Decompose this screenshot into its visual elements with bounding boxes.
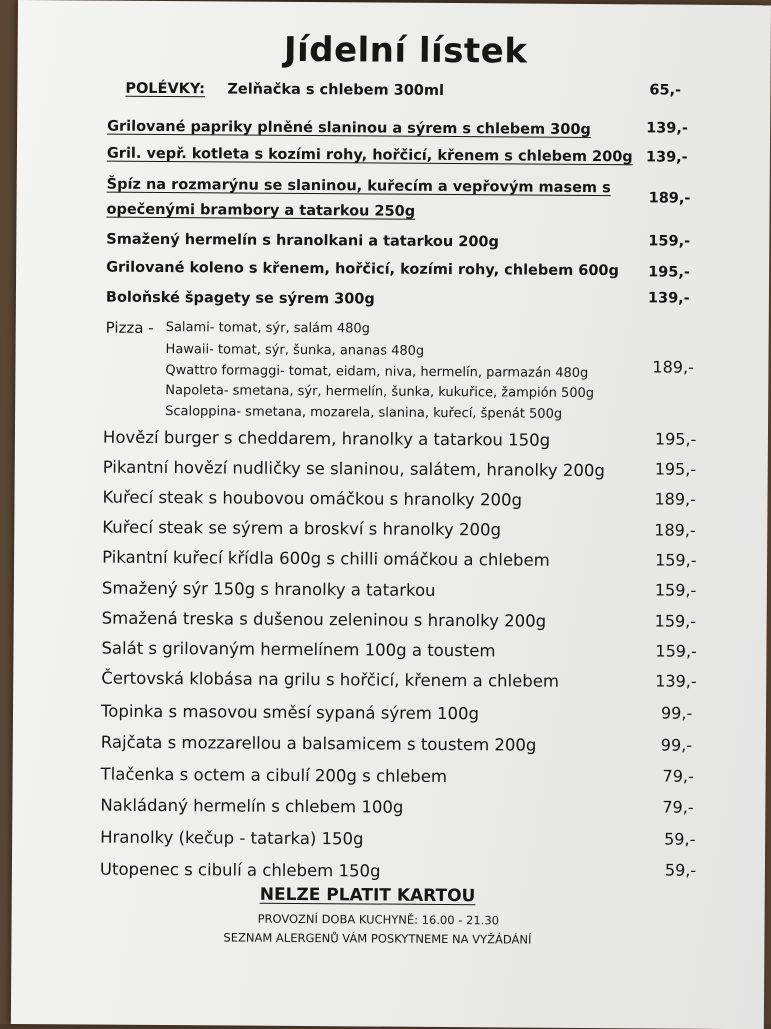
menu-item-price: 189,- [654,489,697,509]
menu-item-name: Kuřecí steak se sýrem a broskví s hranolky 200g [102,517,502,540]
special-item-price: 195,- [648,264,690,281]
special-item-name: Boloňské špagety se sýrem 300g [105,289,375,308]
menu-item-price: 99,- [660,735,693,755]
no-card-notice: NELZE PLATIT KARTOU [259,884,476,907]
menu-item-name: Topinka s masovou směsí sypaná sýrem 100g [100,701,480,724]
menu-item-price: 159,- [655,550,697,570]
pizza-variant: Qwattro formaggi- tomat, eidam, niva, hermelín, parmazán 480g [165,363,589,381]
pizza-variant: Hawaii- tomat, sýr, šunka, ananas 480g [165,342,425,359]
menu-item-name: Čertovská klobása na grilu s hořčicí, křenem a chlebem [101,668,560,691]
menu-item-price: 159,- [655,641,697,661]
pizza-label: Pizza - [105,318,154,337]
menu-item-name: Hovězí burger s cheddarem, hranolky a tatarkou 150g [102,427,551,450]
menu-item-name: Hranolky (kečup - tatarka) 150g [100,827,364,849]
menu-item-name: Pikantní kuřecí křídla 600g s chilli omáčkou a chlebem [102,547,550,570]
menu-item-price: 99,- [660,703,693,723]
menu-item-name: Tlačenka s octem a cibulí 200g s chlebem [100,764,448,787]
menu-item-price: 79,- [662,797,694,817]
special-item-price: 139,- [645,149,688,166]
menu-item-price: 159,- [654,611,697,631]
special-item-name: Gril. vepř. kotleta s kozími rohy, hořčicí, křenem s chlebem 200g [106,145,633,166]
menu-item-price: 59,- [664,829,696,849]
menu-item-price: 159,- [654,580,697,600]
menu-item-name: Smažený sýr 150g s hranolky a tatarkou [101,578,436,600]
special-item-price: 189,- [648,190,691,207]
pizza-price: 189,- [652,357,694,377]
menu-item-price: 59,- [664,860,697,880]
menu-item-price: 195,- [654,459,697,479]
kitchen-hours: PROVOZNÍ DOBA KUCHYNĚ: 16.00 - 21.30 [257,911,500,928]
menu-item-name: Pikantní hovězí nudličky se slaninou, salátem, hranolky 200g [102,457,605,481]
special-item-name: Smažený hermelín s hranolkani a tatarkou 200g [106,231,499,251]
menu-item-name: Salát s grilovaným hermelínem 100g a toustem [101,638,496,661]
pizza-variant: Salami- tomat, sýr, salám 480g [165,320,370,337]
menu-sheet [11,0,771,1029]
allergens-notice: SEZNAM ALERGENŮ VÁM POSKYTNEME NA VYŽÁDÁNÍ [223,930,532,947]
soup-name: Zelňačka s chlebem 300ml [227,81,445,99]
menu-item-name: Utopenec s cibulí a chlebem 150g [99,859,381,881]
menu-item-price: 195,- [654,429,697,449]
menu-item-price: 79,- [662,766,694,786]
special-item-name: Grilované papriky plněné slaninou a sýrem s chlebem 300g [107,118,591,139]
special-item-name: Grilované koleno s křenem, hořčicí, kozími rohy, chlebem 600g [106,259,619,280]
special-item-price: 139,- [647,290,690,307]
menu-item-name: Rajčata s mozzarellou a balsamicem s toustem 200g [100,732,537,755]
menu-item-name: Kuřecí steak s houbovou omáčkou s hranolky 200g [102,487,523,510]
soup-price: 65,- [649,82,682,99]
menu-item-price: 139,- [655,671,697,691]
menu-title: Jídelní lístek [283,29,528,72]
menu-item-price: 189,- [654,520,696,540]
special-item-price: 139,- [646,120,688,137]
pizza-variant: Scaloppina- smetana, mozarela, slanina, kuřecí, špenát 500g [165,404,563,422]
soup-section-label: POLÉVKY: [125,80,206,98]
special-item-name-continued: opečenými brambory a tatarkou 250g [106,201,416,220]
menu-item-name: Smažená treska s dušenou zeleninou s hranolky 200g [101,608,547,631]
menu-item-name: Nakládaný hermelín s chlebem 100g [100,795,404,817]
special-item-name: Špíz na rozmarýnu se slaninou, kuřecím a vepřovým masem s [106,176,611,197]
pizza-variant: Napoleta- smetana, sýr, hermelín, šunka, kukuřice, žampión 500g [165,383,595,402]
special-item-price: 159,- [648,233,691,250]
